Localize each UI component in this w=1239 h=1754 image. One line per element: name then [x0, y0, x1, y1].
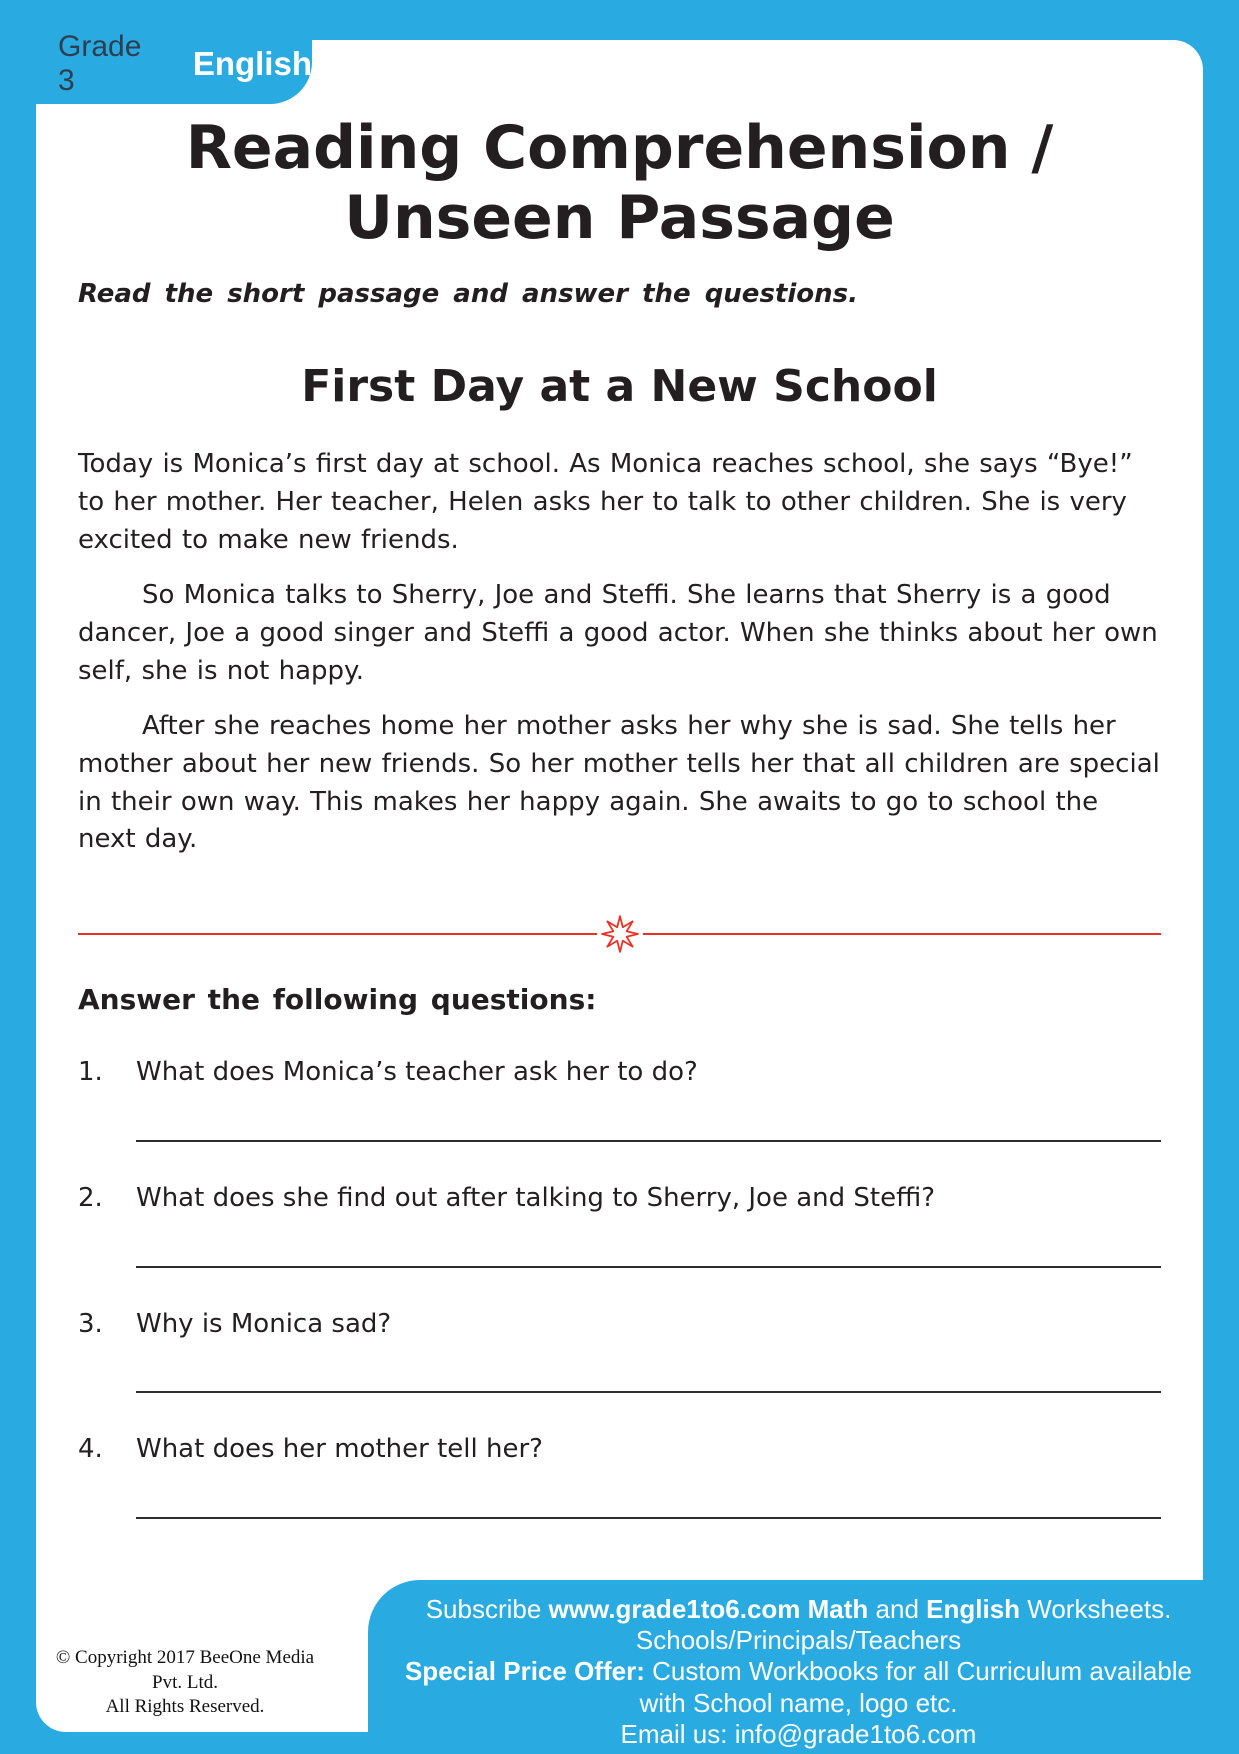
worksheet-sheet	[36, 40, 1203, 1732]
answer-line	[136, 1090, 1161, 1142]
footer-line-offer	[398, 1656, 1199, 1687]
footer-offer-label: Special Price Offer:	[404, 1656, 645, 1687]
questions-header: Answer the following questions:	[78, 983, 597, 1017]
question-number: 3.	[78, 1308, 103, 1339]
questions-list	[78, 1056, 1161, 1519]
copyright-line-2: All Rights Reserved.	[105, 1696, 265, 1718]
question-text: Why is Monica sad?	[136, 1308, 392, 1339]
question-text: What does she find out after talking to Sherry, Joe and Steffi?	[136, 1182, 936, 1213]
footer-band	[368, 1580, 1239, 1754]
question-text: What does her mother tell her?	[136, 1434, 543, 1465]
question-item	[78, 1056, 1161, 1142]
section-divider	[78, 915, 1161, 953]
question-item	[78, 1182, 1161, 1268]
passage-title: First Day at a New School	[301, 361, 938, 413]
footer-text-segment: English	[926, 1594, 1021, 1624]
copyright-notice	[40, 1646, 330, 1720]
footer-text-segment: and	[868, 1594, 927, 1624]
passage-paragraph: Today is Monica’s first day at school. As Monica reaches school, she says “Bye!” to her mother. Her teacher, Helen asks her to talk to other children. She is very excited to make new friends.	[78, 449, 1133, 555]
star-icon	[601, 915, 639, 953]
copyright-line-1: © Copyright 2017 BeeOne Media Pvt. Ltd.	[55, 1646, 315, 1693]
question-number: 2.	[78, 1182, 103, 1213]
footer-text-segment: Subscribe	[425, 1594, 549, 1624]
subject-label: English	[192, 45, 312, 82]
passage-paragraph: After she reaches home her mother asks her why she is sad. She tells her mother about her new friends. So her mother tells her that all children are special in their own way. This makes her happy again. She awaits to go to school the next day.	[78, 711, 1160, 855]
question-text: What does Monica’s teacher ask her to do?	[136, 1057, 698, 1088]
title-line-1: Reading Comprehension /	[185, 113, 1054, 183]
grade-label: Grade 3	[58, 30, 142, 97]
question-item	[78, 1308, 1161, 1394]
grade-badge	[0, 0, 312, 104]
footer-line-subscribe	[398, 1594, 1199, 1625]
footer-line-email: Email us: info@grade1to6.com	[620, 1718, 977, 1749]
title-line-2: Unseen Passage	[344, 182, 895, 253]
divider-line	[643, 933, 1162, 935]
passage-paragraph: So Monica talks to Sherry, Joe and Steffi. She learns that Sherry is a good dancer, Joe a good singer and Steffi a good actor. When she thinks about her own self, she is not happy.	[78, 580, 1158, 686]
footer-website-text: www.grade1to6.com Math	[548, 1594, 869, 1624]
footer-line-offer-2: with School name, logo etc.	[639, 1687, 958, 1718]
footer-line-audience: Schools/Principals/Teachers	[635, 1625, 962, 1656]
answer-line	[136, 1216, 1161, 1268]
answer-line	[136, 1341, 1161, 1393]
divider-line	[78, 933, 597, 935]
question-number: 4.	[78, 1434, 103, 1465]
answer-line	[136, 1467, 1161, 1519]
question-number: 1.	[78, 1057, 103, 1088]
footer-text-segment: Custom Workbooks for all Curriculum available	[644, 1656, 1193, 1687]
question-item	[78, 1433, 1161, 1519]
instruction-text: Read the short passage and answer the questions.	[78, 279, 858, 310]
page-title	[78, 114, 1161, 253]
footer-text-segment: Worksheets.	[1020, 1594, 1172, 1624]
